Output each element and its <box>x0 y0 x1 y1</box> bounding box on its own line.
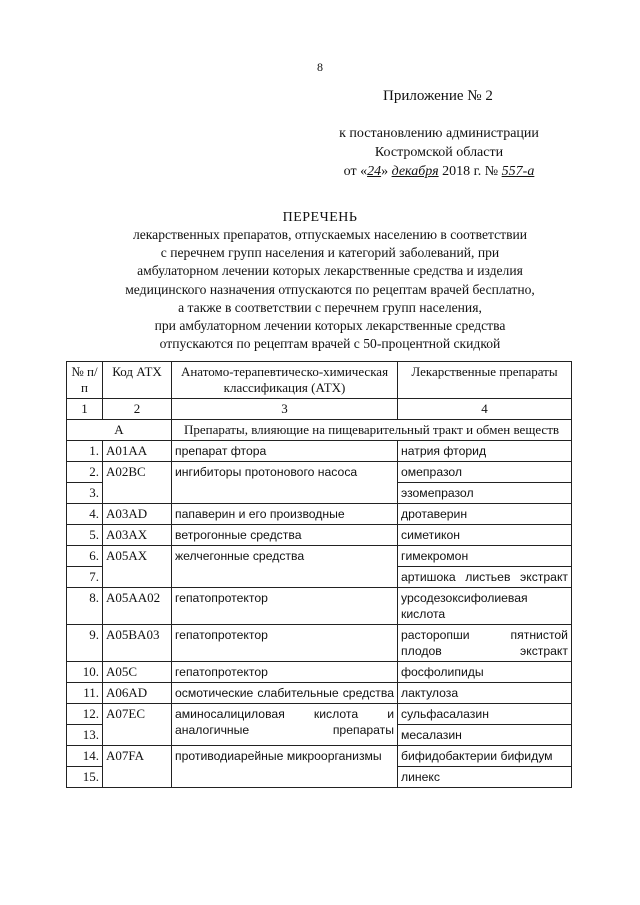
subtitle-line: отпускаются по рецептам врачей с 50-процентной скидкой <box>159 336 501 352</box>
subtitle-line: лекарственных препаратов, отпускаемых населению в соответствии <box>132 227 528 242</box>
atc-class: противодиарейные микроорганизмы <box>172 746 398 788</box>
decree-month: декабря <box>391 164 439 179</box>
row-number: 14. <box>67 746 103 767</box>
table-row <box>67 662 572 683</box>
subtitle-line: а также в соответствии с перечнем групп населения, <box>178 299 482 315</box>
table-row <box>67 625 572 662</box>
table-row <box>67 588 572 625</box>
table-row <box>67 683 572 704</box>
section-code: А <box>67 420 172 441</box>
drug-name: симетикон <box>398 525 572 546</box>
section-row <box>67 420 572 441</box>
table-row <box>67 704 572 725</box>
atc-class: гепатопротектор <box>172 662 398 683</box>
date-mid: » <box>381 164 389 179</box>
atc-class: ветрогонные средства <box>172 525 398 546</box>
drug-name: гимекромон <box>398 546 572 567</box>
decree-date-line <box>300 162 578 181</box>
table-row <box>67 546 572 567</box>
atc-code: A05C <box>103 662 172 683</box>
drug-name: линекс <box>398 767 572 788</box>
date-prefix: от « <box>343 164 368 179</box>
header-class: Анатомо-терапевтическо-химическая классификация (АТХ) <box>172 362 398 399</box>
row-number: 2. <box>67 462 103 483</box>
table-row <box>67 525 572 546</box>
subtitle-line: с перечнем групп населения и категорий заболеваний, при <box>160 245 500 261</box>
drug-name: артишока листьев экстракт <box>398 567 572 588</box>
col-number: 1 <box>67 399 103 420</box>
section-title: Препараты, влияющие на пищеварительный тракт и обмен веществ <box>172 420 572 441</box>
drug-name: фосфолипиды <box>398 662 572 683</box>
atc-code: A05BA03 <box>103 625 172 662</box>
drug-name: дротаверин <box>398 504 572 525</box>
atc-code: A03AX <box>103 525 172 546</box>
atc-class: осмотические слабительные средства <box>172 683 398 704</box>
page-number: 8 <box>317 60 323 74</box>
row-number: 9. <box>67 625 103 662</box>
atc-class: гепатопротектор <box>172 625 398 662</box>
atc-class: желчегонные средства <box>172 546 398 588</box>
decree-number: 557-а <box>501 164 535 179</box>
header-code: Код АТХ <box>103 362 172 399</box>
table-row <box>67 462 572 483</box>
atc-code: A02BC <box>103 462 172 504</box>
atc-code: A07FA <box>103 746 172 788</box>
col-number: 4 <box>398 399 572 420</box>
row-number: 12. <box>67 704 103 725</box>
drug-name: месалазин <box>398 725 572 746</box>
row-number: 4. <box>67 504 103 525</box>
row-number: 7. <box>67 567 103 588</box>
drug-name: натрия фторид <box>398 441 572 462</box>
drug-name: сульфасалазин <box>398 704 572 725</box>
atc-class: аминосалициловая кислота и аналогичные препараты <box>172 704 398 746</box>
drug-name: лактулоза <box>398 683 572 704</box>
atc-code: A07EC <box>103 704 172 746</box>
table-header-row <box>67 362 572 399</box>
header-drugs: Лекарственные препараты <box>398 362 572 399</box>
atc-drug-table <box>66 361 572 788</box>
row-number: 15. <box>67 767 103 788</box>
subtitle-line: при амбулаторном лечении которых лекарственные средства <box>154 318 506 334</box>
drug-name: омепразол <box>398 462 572 483</box>
row-number: 5. <box>67 525 103 546</box>
row-number: 3. <box>67 483 103 504</box>
document-heading: ПЕРЕЧЕНЬ <box>282 210 358 225</box>
column-number-row <box>67 399 572 420</box>
decree-line-1: к постановлению администрации <box>339 126 539 141</box>
row-number: 1. <box>67 441 103 462</box>
row-number: 11. <box>67 683 103 704</box>
atc-class: папаверин и его производные <box>172 504 398 525</box>
subtitle-line: медицинского назначения отпускаются по рецептам врачей бесплатно, <box>125 281 535 297</box>
decree-line-2: Костромской области <box>374 145 504 160</box>
row-number: 10. <box>67 662 103 683</box>
drug-name: урсодезоксифолиевая кислота <box>398 588 572 625</box>
row-number: 13. <box>67 725 103 746</box>
header-num: № п/п <box>67 362 103 399</box>
atc-class: ингибиторы протонового насоса <box>172 462 398 504</box>
atc-code: A05AX <box>103 546 172 588</box>
table-row <box>67 441 572 462</box>
atc-code: A06AD <box>103 683 172 704</box>
document-subtitle <box>90 226 570 353</box>
atc-class: гепатопротектор <box>172 588 398 625</box>
drug-name: расторопши пятнистой плодов экстракт <box>398 625 572 662</box>
atc-code: A03AD <box>103 504 172 525</box>
decree-block <box>300 124 578 181</box>
atc-code: A01AA <box>103 441 172 462</box>
table-row <box>67 746 572 767</box>
col-number: 3 <box>172 399 398 420</box>
atc-class: препарат фтора <box>172 441 398 462</box>
row-number: 8. <box>67 588 103 625</box>
table-row <box>67 504 572 525</box>
drug-name: бифидобактерии бифидум <box>398 746 572 767</box>
decree-day: 24 <box>367 164 382 179</box>
row-number: 6. <box>67 546 103 567</box>
decree-year: 2018 г. № <box>442 164 499 179</box>
atc-code: A05AA02 <box>103 588 172 625</box>
subtitle-line: амбулаторном лечении которых лекарственные средства и изделия <box>137 263 523 279</box>
appendix-title: Приложение № 2 <box>383 88 493 104</box>
col-number: 2 <box>103 399 172 420</box>
drug-name: эзомепразол <box>398 483 572 504</box>
